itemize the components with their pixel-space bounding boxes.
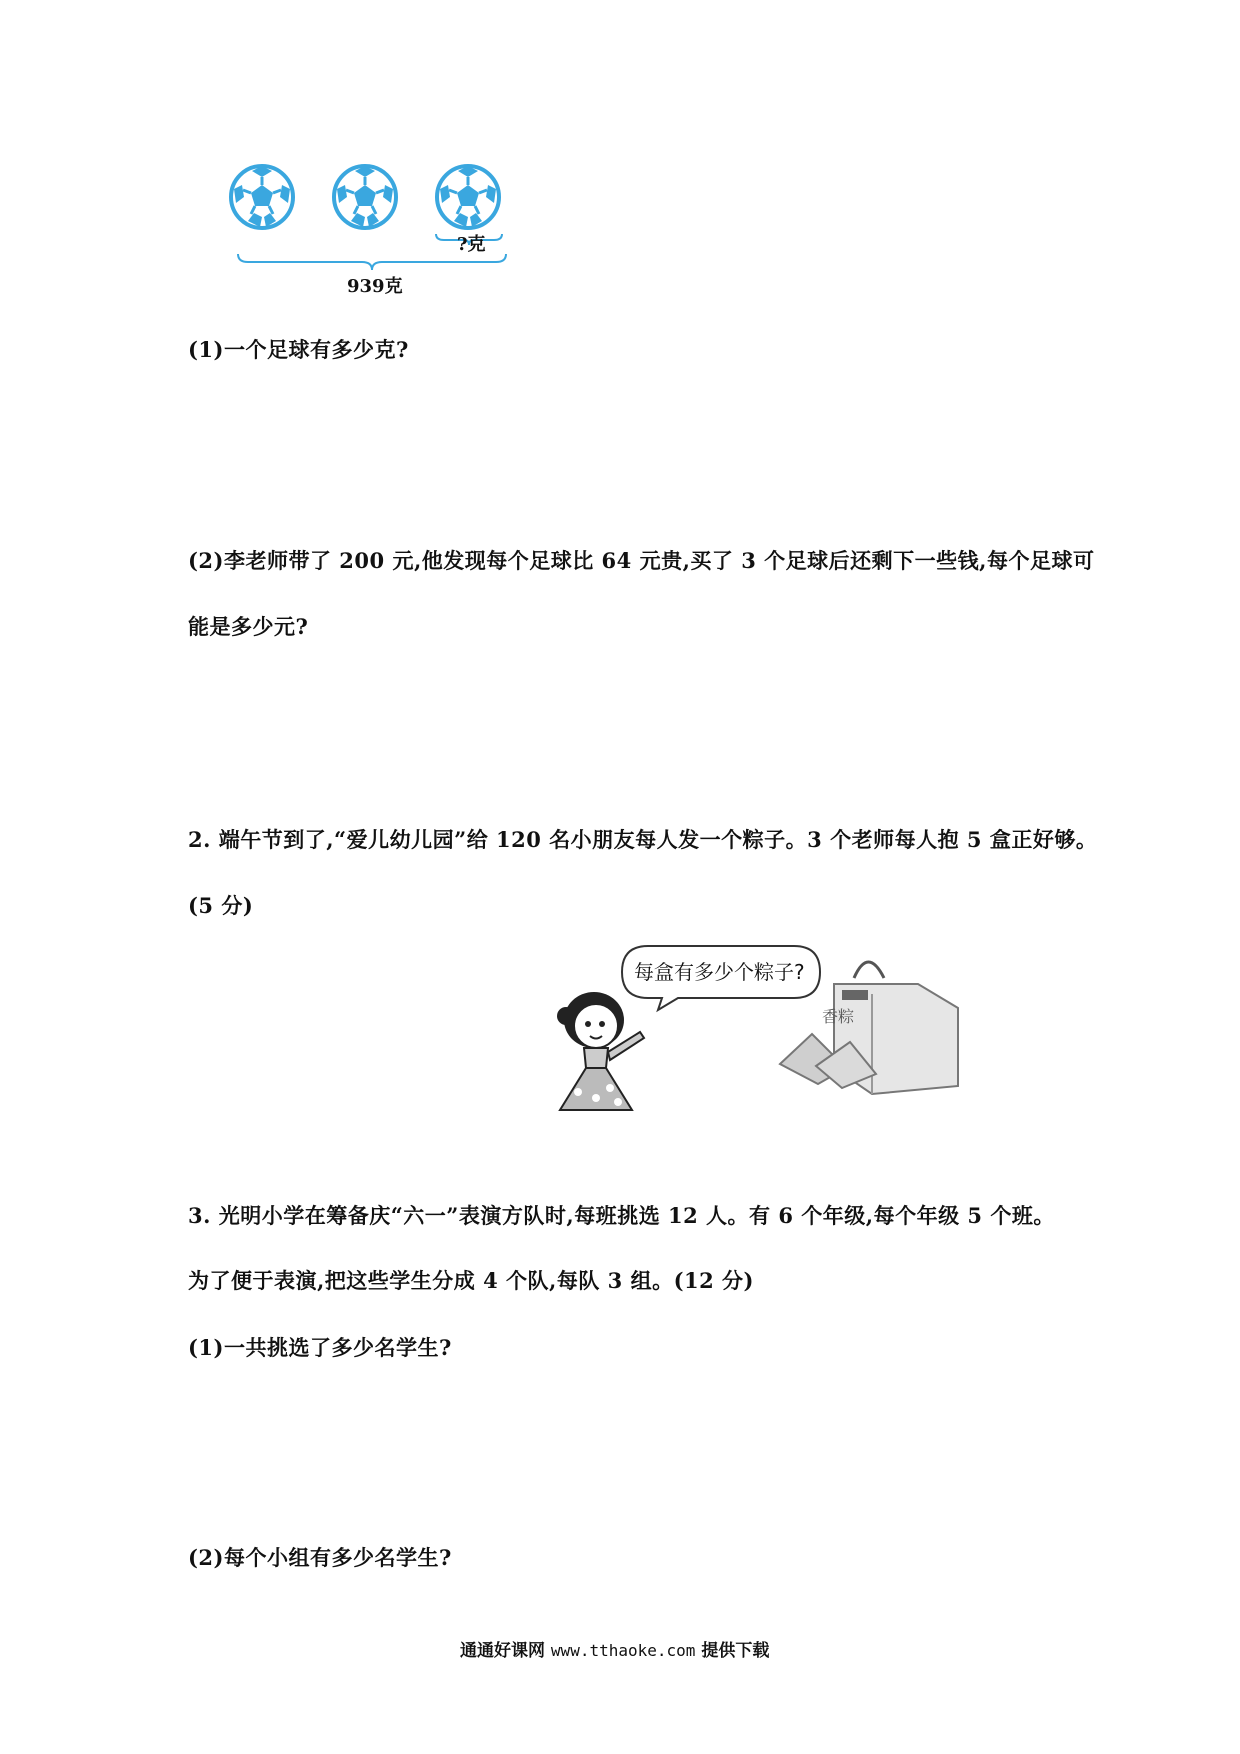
q1-sub2-line1: (2)李老师带了 200 元,他发现每个足球比 64 元贵,买了 3 个足球后还剩下一些钱,每个足球可 (188, 548, 1095, 573)
q2-line1: 2. 端午节到了,“爱儿幼儿园”给 120 名小朋友每人发一个粽子。3 个老师每人抱 5 盒正好够。 (188, 827, 1098, 852)
speech-bubble-text: 每盒有多少个粽子? (634, 960, 805, 984)
soccer-ball-icon (331, 163, 399, 231)
unknown-weight-label: ?克 (457, 234, 486, 255)
q3-sub2: (2)每个小组有多少名学生? (188, 1545, 452, 1570)
zongzi-gift-box-illustration (772, 948, 972, 1098)
total-brace (236, 252, 508, 272)
footer (460, 1636, 769, 1661)
q1-sub1: (1)一个足球有多少克? (188, 337, 409, 362)
soccer-ball-icon (434, 163, 502, 231)
footer-url[interactable]: www.tthaoke.com (550, 1641, 696, 1660)
gift-box-label: 香粽 (822, 1007, 855, 1026)
footer-suffix: 提供下载 (701, 1641, 770, 1661)
q2-line2: (5 分) (188, 893, 254, 918)
q3-line2: 为了便于表演,把这些学生分成 4 个队,每队 3 组。(12 分) (188, 1268, 754, 1293)
soccer-ball-icon (228, 163, 296, 231)
q3-line1: 3. 光明小学在筹备庆“六一”表演方队时,每班挑选 12 人。有 6 个年级,每个年级 5 个班。 (188, 1203, 1055, 1228)
q1-sub2-line2: 能是多少元? (188, 614, 309, 639)
q3-sub1: (1)一共挑选了多少名学生? (188, 1335, 452, 1360)
total-weight-label: 939克 (347, 276, 403, 297)
footer-site-name: 通通好课网 (460, 1641, 545, 1661)
girl-illustration (548, 986, 678, 1116)
